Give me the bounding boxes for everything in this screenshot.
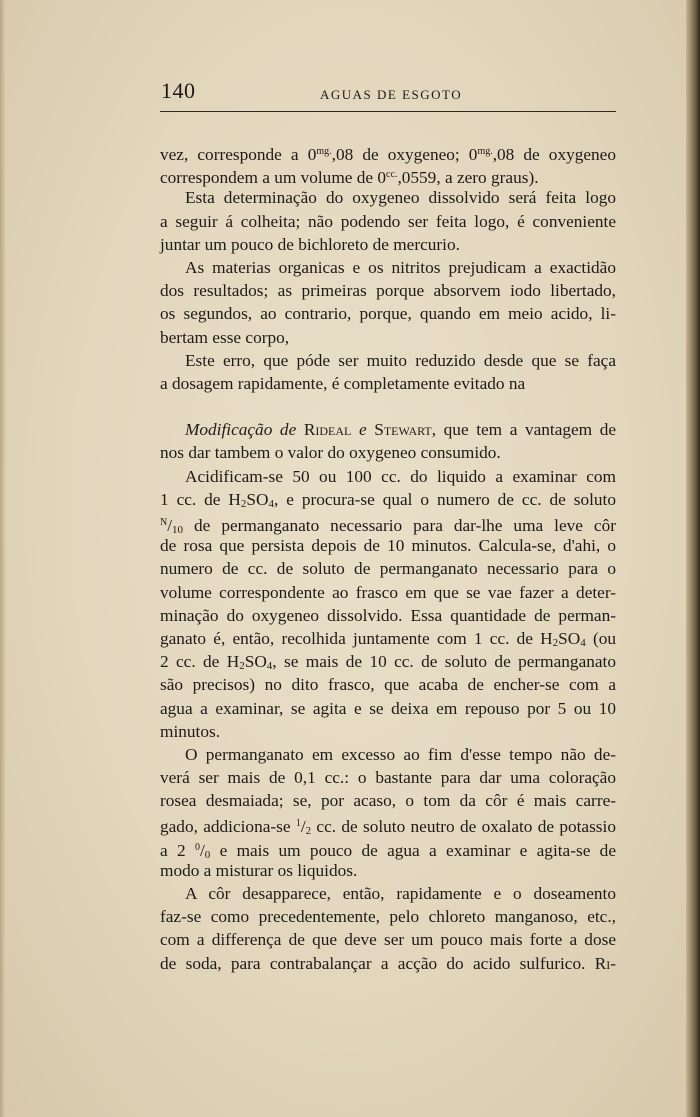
text-line: numero de cc. de soluto de permanganato necessario para o [160,559,616,579]
text-line: nos dar tambem o valor do oxygeneo consumido. [160,443,501,463]
text-line: vez, corresponde a $0^{mg.},08$ de oxygeneo; $0^{mg.},08$ de oxygeneo [160,145,616,164]
text-line: $^N$/10 de permanganato necessario para dar-lhe uma leve côr [160,516,616,536]
text-line: gado, addiciona-se $^1$/2 cc. de soluto neutro de oxalato de potassio [160,817,616,838]
text-line: a 2 $^0$/0 e mais um pouco de agua a examinar e agita-se de [160,840,616,861]
text-line: verá ser mais de 0,1 cc.: o bastante para dar uma coloração [160,768,616,788]
body-text [160,140,616,975]
section-gap [160,395,616,418]
text-line: são precisos) no dito frasco, que acaba de encher-se com a [160,675,616,695]
text-line: de rosa que persista depois de 10 minutos. Calcula-se, d'ahi, o [160,536,616,556]
text-line: faz-se como precedentemente, pelo chloreto manganoso, etc., [160,907,616,927]
text-line: correspondem a um volume de $0^{cc.},0559$, a zero graus). [160,168,539,188]
text-line: Este erro, que póde ser muito reduzido desde que se faça [185,350,616,370]
text-line: a dosagem rapidamente, é completamente evitado na [160,373,526,393]
text-line: rosea desmaiada; se, por acaso, o tom da côr é mais carre- [160,791,616,811]
page-edge-left [0,0,6,1117]
text-line: agua a examinar, se agita e se deixa em repouso por 5 ou 10 [160,698,616,718]
header-rule [160,111,616,112]
text-line: 2 cc. de H2SO4, se mais de 10 cc. de soluto de permanganato [160,652,616,673]
section-heading-line: Modificação de Rideal e Stewart, que tem a vantagem de [185,420,617,440]
text-line: minutos. [160,721,221,741]
text-line: Acidificam-se 50 ou 100 cc. do liquido a examinar com [185,466,616,486]
text-line: com a differença de que deve ser um pouco mais forte a dose [160,930,616,950]
text-line: O permanganato em excesso ao fim d'esse tempo não de- [185,744,616,764]
page-number: 140 [161,78,196,103]
text-line: volume correspondente ao frasco em que se vae fazer a deter- [160,582,616,602]
text-line: de soda, para contrabalançar a acção do acido sulfurico. Ri- [160,953,616,973]
text-line: minação do oxygeneo dissolvido. Essa quantidade de perman- [160,605,616,625]
text-line: a seguir á colheita; não podendo ser feita logo, é conveniente [160,211,616,231]
text-line: juntar um pouco de bichloreto de mercurio. [160,234,460,254]
text-line: bertam esse corpo, [160,327,290,347]
text-line: Esta determinação do oxygeneo dissolvido será feita logo [185,188,616,208]
text-line: ganato é, então, recolhida juntamente com 1 cc. de H2SO4 (ou [160,628,617,649]
text-line: modo a misturar os liquidos. [160,860,358,880]
text-line: os segundos, ao contrario, porque, quando em meio acido, li- [160,304,616,324]
running-head: AGUAS DE ESGOTO [320,87,463,102]
text-line: 1 cc. de H2SO4, e procura-se qual o numero de cc. de soluto [160,489,616,510]
text-line: dos resultados; as primeiras porque absorvem iodo libertado, [160,281,616,301]
text-line: As materias organicas e os nitritos prejudicam a exactidão [185,257,616,277]
page-edge-right [686,0,700,1117]
text-line: A côr desapparece, então, rapidamente e o doseamento [185,884,616,903]
